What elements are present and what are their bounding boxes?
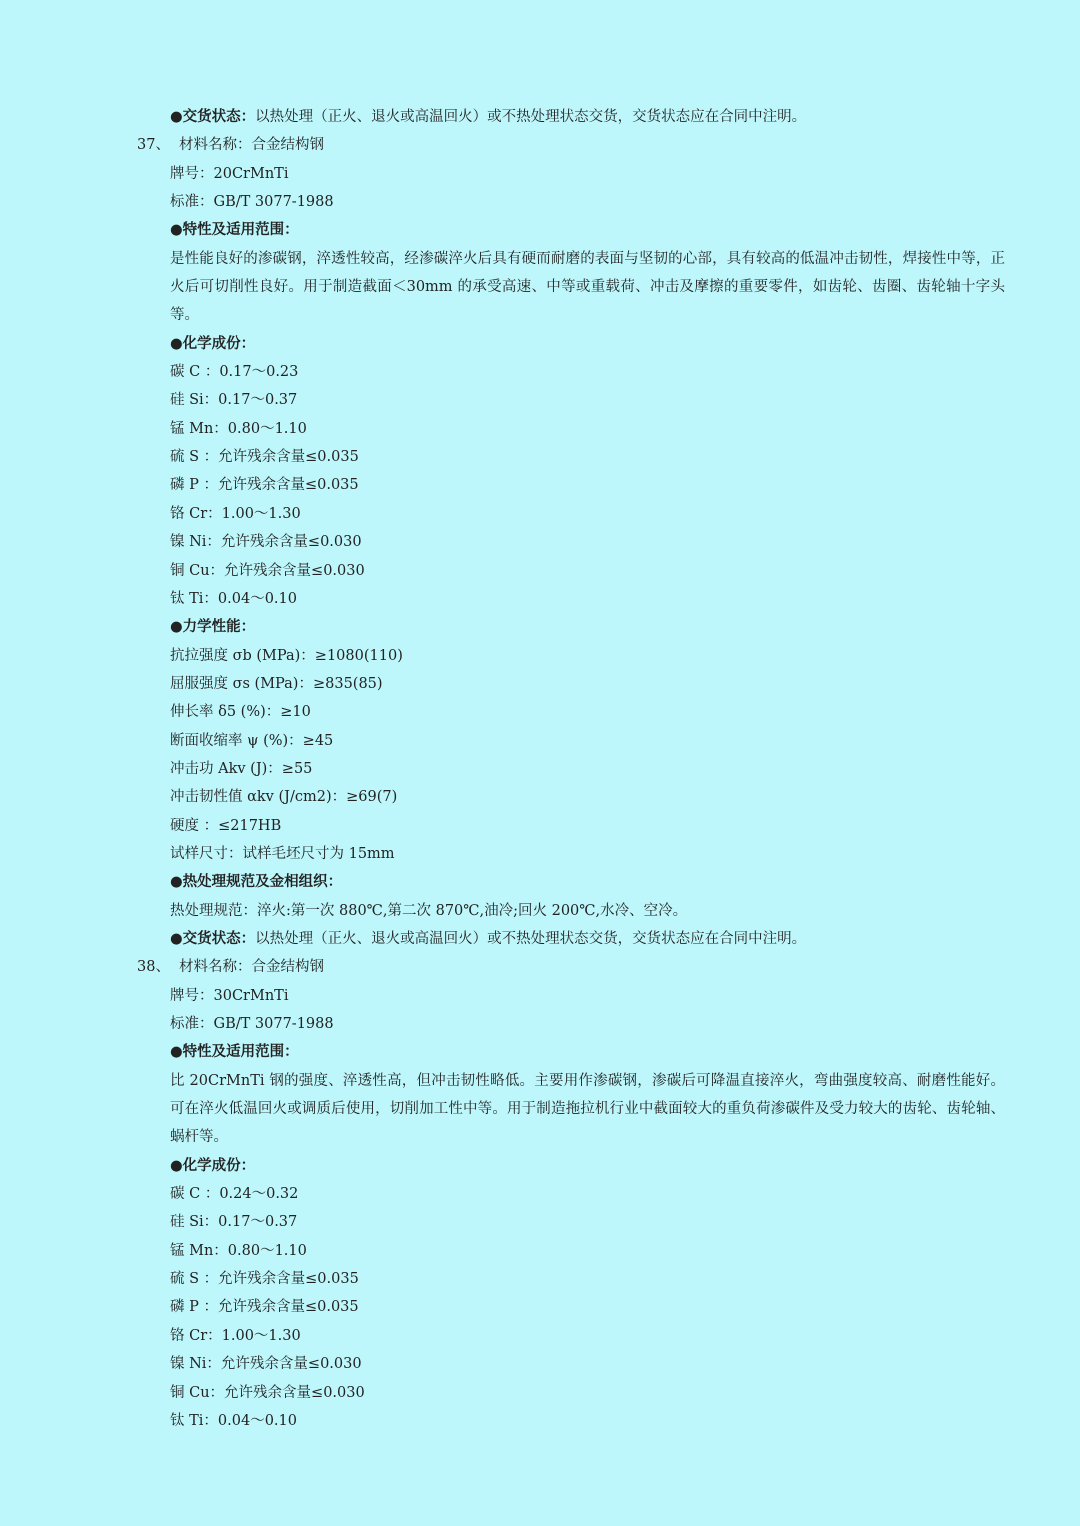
chemical-row: 锰 Mn：0.80～1.10 [170,420,307,437]
chemical-row: 磷 P ：允许残余含量≤0.035 [170,477,359,494]
item-number: 38、 [137,959,170,976]
grade-line: 牌号：30CrMnTi [170,987,289,1004]
chemical-row: 锰 Mn：0.80～1.10 [170,1242,307,1259]
features-paragraph: 是性能良好的渗碳钢，淬透性较高，经渗碳淬火后具有硬而耐磨的表面与坚韧的心部，具有较高的低温冲击韧性，焊接性中等，正火后可切削性良好。用于制造截面＜30mm 的承受高速、中等或重载荷、冲击及摩擦的重要零件，如齿轮、齿圈、齿轮轴十字头等。 [170,250,1005,324]
chemical-row: 镍 Ni：允许残余含量≤0.030 [170,534,362,551]
chemical-row: 铜 Cu：允许残余含量≤0.030 [170,562,365,579]
chemical-row: 硅 Si：0.17～0.37 [170,1214,298,1231]
delivery-status-line [0,103,1080,131]
chemical-row: 磷 P ：允许残余含量≤0.035 [170,1299,359,1316]
chemical-heading: ●化学成份： [170,335,256,352]
item-38-title [0,953,1080,981]
chemical-row: 钛 Ti：0.04～0.10 [170,590,297,607]
standard-line: 标准：GB/T 3077-1988 [170,194,334,211]
mechanical-row: 伸长率 δ5 (%)：≥10 [170,704,311,721]
heat-treatment-text: 热处理规范：淬火:第一次 880℃,第二次 870℃,油冷;回火 200℃,水冷、空冷。 [170,902,688,919]
standard-line: 标准：GB/T 3077-1988 [170,1016,334,1033]
chemical-row: 钛 Ti：0.04～0.10 [170,1412,297,1429]
grade-line: 牌号：20CrMnTi [170,165,289,182]
material-name: 材料名称：合金结构钢 [179,959,324,976]
chemical-row: 碳 C ：0.24～0.32 [170,1186,299,1203]
chemical-row: 硫 S ：允许残余含量≤0.035 [170,449,359,466]
delivery-status-label: ●交货状态： [170,930,256,947]
delivery-status-text: 以热处理（正火、退火或高温回火）或不热处理状态交货，交货状态应在合同中注明。 [255,930,807,947]
features-heading: ●特性及适用范围： [170,222,299,239]
delivery-status-text: 以热处理（正火、退火或高温回火）或不热处理状态交货，交货状态应在合同中注明。 [255,109,807,125]
chemical-row: 铬 Cr：1.00～1.30 [170,505,301,522]
item-37-title [0,131,1080,159]
chemical-heading: ●化学成份： [170,1157,256,1174]
mechanical-row: 冲击韧性值 αkv (J/cm2)：≥69(7) [170,789,398,806]
heat-treatment-heading: ●热处理规范及金相组织： [170,874,343,891]
chemical-row: 碳 C ：0.17～0.23 [170,364,299,381]
document-page [0,103,1080,1435]
chemical-row: 铜 Cu：允许残余含量≤0.030 [170,1384,365,1401]
mechanical-row: 屈服强度 σs (MPa)：≥835(85) [170,675,383,692]
chemical-row: 镍 Ni：允许残余含量≤0.030 [170,1356,362,1373]
features-paragraph: 比 20CrMnTi 钢的强度、淬透性高，但冲击韧性略低。主要用作渗碳钢，渗碳后可降温直接淬火，弯曲强度较高、耐磨性能好。可在淬火低温回火或调质后使用，切削加工性中等。用于制造拖拉机行业中截面较大的重负荷渗碳件及受力较大的齿轮、齿轮轴、蜗杆等。 [170,1072,1005,1146]
delivery-status-label: ●交货状态： [170,109,256,125]
material-name: 材料名称：合金结构钢 [179,137,324,154]
delivery-status-line [0,925,1080,953]
item-number: 37、 [137,137,170,154]
mechanical-row: 断面收缩率 ψ (%)：≥45 [170,732,334,749]
chemical-row: 铬 Cr：1.00～1.30 [170,1327,301,1344]
mechanical-row: 硬度 ：≤217HB [170,817,282,834]
chemical-row: 硫 S ：允许残余含量≤0.035 [170,1271,359,1288]
mechanical-row: 抗拉强度 σb (MPa)：≥1080(110) [170,647,403,664]
mechanical-row: 冲击功 Akv (J)：≥55 [170,760,313,777]
mechanical-heading: ●力学性能： [170,619,256,636]
features-heading: ●特性及适用范围： [170,1044,299,1061]
mechanical-row: 试样尺寸：试样毛坯尺寸为 15mm [170,845,395,862]
chemical-row: 硅 Si：0.17～0.37 [170,392,298,409]
